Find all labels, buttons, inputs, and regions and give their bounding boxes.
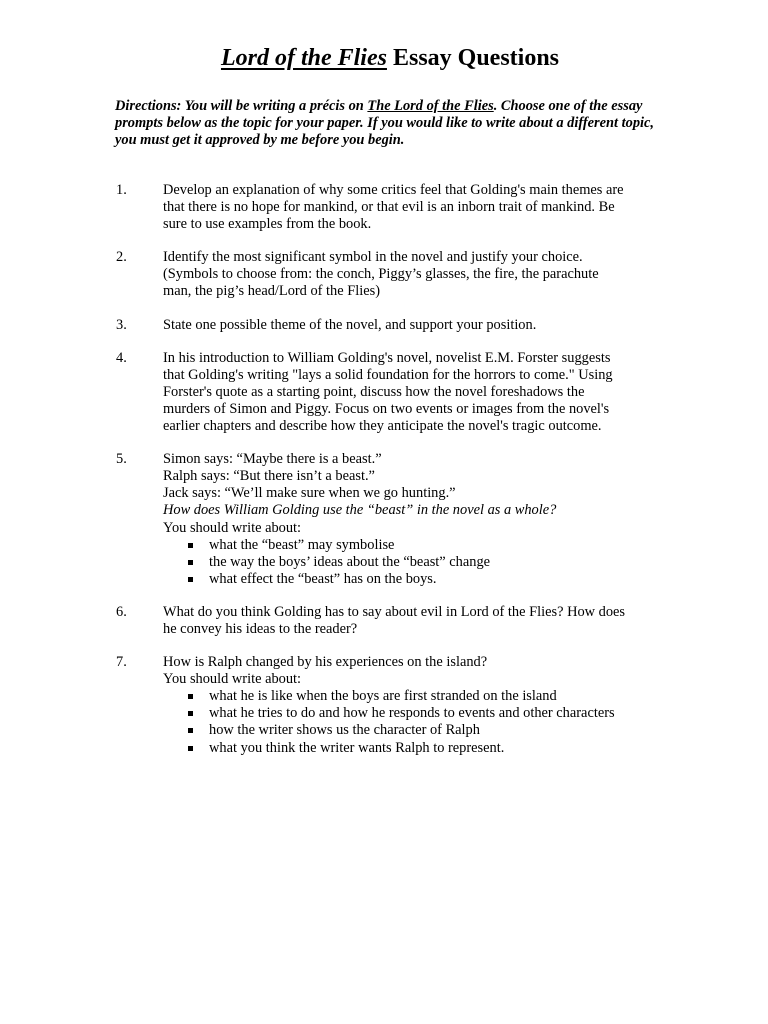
question-line: How is Ralph changed by his experiences on the island? — [163, 654, 488, 671]
question-item — [0, 182, 768, 233]
square-bullet-icon — [188, 577, 193, 582]
question-line: Develop an explanation of why some critics feel that Golding's main themes are — [163, 182, 624, 198]
directions-prefix: Directions: You will be writing a précis on — [115, 98, 368, 114]
question-line: State one possible theme of the novel, and support your position. — [163, 316, 537, 333]
question-prompt: How does William Golding use the “beast” in the novel as a whole? — [163, 502, 557, 519]
question-body — [163, 654, 661, 757]
square-bullet-icon — [188, 711, 193, 716]
bullet-text: what you think the writer wants Ralph to represent. — [209, 739, 505, 756]
question-line: earlier chapters and describe how they anticipate the novel's tragic outcome. — [163, 418, 602, 435]
question-lead: You should write about: — [163, 671, 302, 688]
bullet-text: the way the boys’ ideas about the “beast” change — [209, 553, 491, 570]
bullet-list — [163, 537, 661, 588]
question-body — [163, 350, 661, 435]
question-body — [163, 249, 661, 300]
square-bullet-icon — [188, 694, 193, 699]
bullet-text: how the writer shows us the character of Ralph — [209, 722, 480, 739]
bullet-item — [163, 554, 661, 571]
question-line: he convey his ideas to the reader? — [163, 620, 358, 637]
question-number: 1. — [116, 182, 127, 198]
question-body — [163, 604, 661, 638]
directions-work-title: The Lord of the Flies — [367, 98, 494, 114]
question-number: 3. — [116, 316, 127, 333]
question-number: 5. — [116, 451, 127, 468]
quote-simon: Simon says: “Maybe there is a beast.” — [163, 451, 382, 468]
quote-ralph: Ralph says: “But there isn’t a beast.” — [163, 468, 375, 485]
question-body — [163, 182, 661, 233]
question-number: 6. — [116, 603, 127, 620]
question-line: murders of Simon and Piggy. Focus on two events or images from the novel's — [163, 400, 610, 417]
question-line: In his introduction to William Golding's novel, novelist E.M. Forster suggests — [163, 349, 611, 366]
bullet-list — [163, 688, 661, 756]
bullet-item — [163, 537, 661, 554]
question-number: 7. — [116, 654, 127, 671]
bullet-item — [163, 688, 661, 705]
bullet-text: what he is like when the boys are first stranded on the island — [209, 688, 557, 705]
question-number: 2. — [116, 249, 127, 266]
bullet-text: what effect the “beast” has on the boys. — [209, 570, 437, 587]
square-bullet-icon — [188, 746, 193, 751]
bullet-item — [163, 740, 661, 757]
bullet-text: what he tries to do and how he responds to events and other characters — [209, 705, 615, 722]
bullet-item — [163, 705, 661, 722]
square-bullet-icon — [188, 543, 193, 548]
question-body — [163, 451, 661, 588]
question-line: man, the pig’s head/Lord of the Flies) — [163, 283, 381, 300]
questions-list — [0, 182, 768, 773]
square-bullet-icon — [188, 728, 193, 733]
question-line: What do you think Golding has to say about evil in Lord of the Flies? How does — [163, 603, 626, 620]
question-line: that Golding's writing "lays a solid foundation for the horrors to come." Using — [163, 366, 613, 383]
title-book-name: Lord of the Flies — [220, 45, 387, 71]
question-item — [0, 654, 768, 757]
directions-suffix: . Choose one of the essay prompts below as the topic for your paper. If you would like to write about a different topic, you must get it approved by me before you begin. — [115, 98, 654, 149]
question-item — [0, 350, 768, 435]
question-item — [0, 317, 768, 334]
bullet-text: what the “beast” may symbolise — [209, 536, 395, 553]
bullet-item — [163, 722, 661, 739]
question-line: Identify the most significant symbol in the novel and justify your choice. — [163, 249, 583, 266]
title-suffix: Essay Questions — [386, 45, 560, 71]
question-number: 4. — [116, 349, 127, 366]
question-line: sure to use examples from the book. — [163, 216, 372, 233]
question-item — [0, 249, 768, 300]
question-line: that there is no hope for mankind, or that evil is an inborn trait of mankind. Be — [163, 199, 615, 216]
square-bullet-icon — [188, 560, 193, 565]
bullet-item — [163, 571, 661, 588]
page-title — [0, 44, 768, 72]
question-item — [0, 451, 768, 588]
question-item — [0, 604, 768, 638]
directions-paragraph — [115, 98, 675, 150]
question-line: (Symbols to choose from: the conch, Piggy’s glasses, the fire, the parachute — [163, 266, 599, 283]
question-lead: You should write about: — [163, 519, 302, 536]
question-body — [163, 317, 661, 334]
quote-jack: Jack says: “We’ll make sure when we go hunting.” — [163, 485, 456, 502]
question-line: Forster's quote as a starting point, discuss how the novel foreshadows the — [163, 383, 585, 400]
